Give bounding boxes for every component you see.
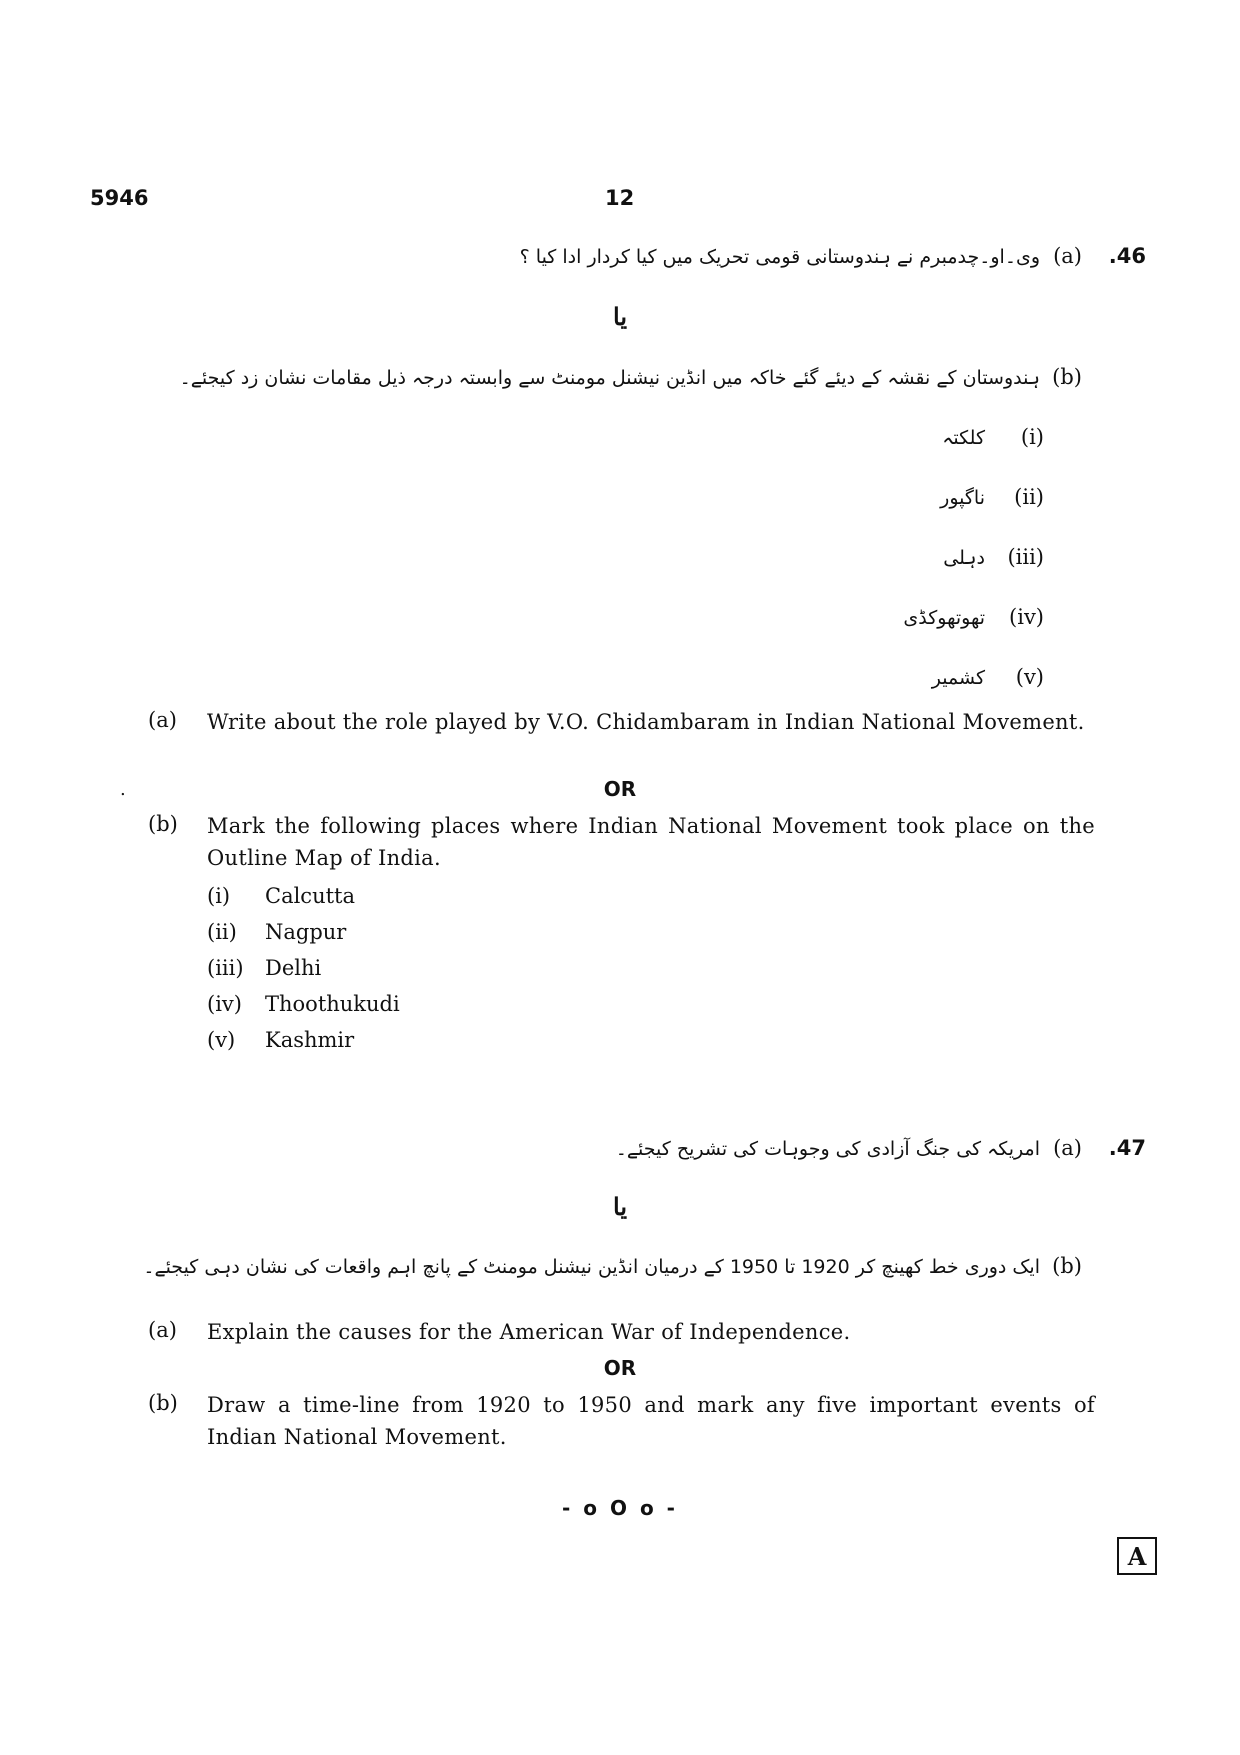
page-number: 12	[605, 186, 635, 210]
q47-urdu-a-text: امریکہ کی جنگ آزادی کی وجوہات کی تشریح کیجئے۔	[615, 1138, 1040, 1160]
q46-urdu-place-label: (iv)	[1009, 605, 1044, 629]
q46-urdu-place: ناگپور	[940, 487, 985, 509]
q46-urdu-place-label: (v)	[1015, 665, 1044, 689]
q46-en-place-text: Delhi	[265, 956, 322, 980]
q46-en-place-label: (ii)	[207, 920, 237, 944]
set-code: A	[1127, 1541, 1147, 1571]
q46-en-a-label: (a)	[148, 708, 177, 732]
q46-urdu-place-label: (i)	[1020, 425, 1044, 449]
q46-en-place	[207, 884, 355, 908]
q46-urdu-place-label: (iii)	[1007, 545, 1044, 569]
set-code-box	[1117, 1537, 1157, 1575]
q46-urdu-place: دہلی	[943, 547, 985, 569]
q46-en-place-label: (v)	[207, 1028, 236, 1052]
q46-or: OR	[603, 777, 637, 801]
q46-en-place-label: (i)	[207, 884, 231, 908]
q46-en-place-label: (iii)	[207, 956, 244, 980]
end-of-paper-mark: - o O o -	[562, 1496, 678, 1520]
q46-en-place	[207, 1028, 354, 1052]
q46-en-place	[207, 956, 321, 980]
q46-urdu-b-label: (b)	[1052, 365, 1082, 389]
q46-en-place-text: Thoothukudi	[265, 992, 400, 1016]
q46-en-b-label: (b)	[148, 812, 178, 836]
q46-urdu-b-text: ہندوستان کے نقشہ کے دیئے گئے خاکہ میں انڈین نیشنل مومنٹ سے وابستہ درجہ ذیل مقامات نشان زد کیجئے۔	[179, 367, 1040, 389]
q47-urdu-b-label: (b)	[1052, 1254, 1082, 1278]
question-47-number: .47	[1108, 1136, 1146, 1160]
q46-urdu-place: کلکتہ	[942, 427, 985, 449]
q46-en-place-text: Calcutta	[265, 884, 355, 908]
q46-en-place	[207, 920, 346, 944]
q47-urdu-a-label: (a)	[1053, 1136, 1082, 1160]
q47-en-b-text: Draw a time-line from 1920 to 1950 and mark any five important events of Indian National Movement.	[207, 1393, 1095, 1449]
q47-en-a-label: (a)	[148, 1318, 177, 1342]
paper-code: 5946	[90, 186, 149, 210]
q46-urdu-or: یا	[613, 302, 627, 331]
q47-urdu-or: یا	[613, 1192, 627, 1221]
question-46-number: .46	[1108, 244, 1146, 268]
q47-or: OR	[603, 1356, 637, 1380]
q47-urdu-b-text: ایک دوری خط کھینچ کر 1920 تا 1950 کے درمیان انڈین نیشنل مومنٹ کے پانچ اہم واقعات کی نشان دہی کیجئے۔	[143, 1256, 1040, 1278]
q46-urdu-place-label: (ii)	[1014, 485, 1044, 509]
q46-urdu-a-label: (a)	[1053, 244, 1082, 268]
q46-urdu-a-text: وی۔او۔چدمبرم نے ہندوستانی قومی تحریک میں کیا کردار ادا کیا ؟	[519, 246, 1040, 268]
q46-en-b-text: Mark the following places where Indian National Movement took place on the Outline Map of India.	[207, 814, 1095, 870]
q47-en-a-text: Explain the causes for the American War of Independence.	[207, 1320, 851, 1344]
stray-mark: .	[120, 779, 126, 800]
q46-en-place-text: Nagpur	[265, 920, 347, 944]
q46-en-place-label: (iv)	[207, 992, 242, 1016]
q47-en-b-label: (b)	[148, 1391, 178, 1415]
q46-en-place	[207, 992, 400, 1016]
q46-urdu-place: تھوتھوکڈی	[903, 607, 985, 629]
q46-en-place-text: Kashmir	[265, 1028, 355, 1052]
q46-urdu-place: کشمیر	[931, 667, 985, 689]
q46-en-a-text: Write about the role played by V.O. Chidambaram in Indian National Movement.	[207, 710, 1085, 734]
